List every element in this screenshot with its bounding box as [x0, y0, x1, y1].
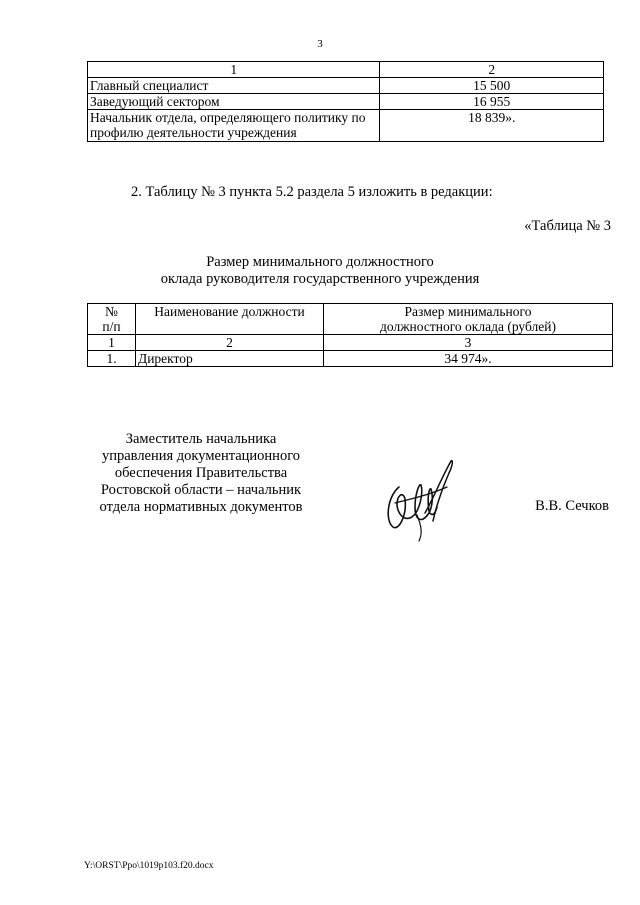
number-header-cell	[88, 304, 136, 335]
salary-table-continued	[87, 61, 604, 142]
table-row	[88, 94, 604, 110]
table-row	[88, 110, 604, 142]
column-numbers-row	[88, 335, 613, 351]
salary-cell: 15 500	[380, 78, 604, 94]
number-header-line: №	[105, 304, 118, 319]
table-header-row	[88, 62, 604, 78]
column-number-cell: 3	[324, 335, 613, 351]
table-caption: «Таблица № 3	[524, 218, 611, 234]
table-row	[88, 351, 613, 367]
table-title-line: оклада руководителя государственного учреждения	[160, 271, 480, 287]
salary-header-line: Размер минимального	[404, 304, 532, 319]
salary-header-line: должностного оклада (рублей)	[380, 319, 556, 334]
file-path-footer: Y:\ORST\Ppo\1019p103.f20.docx	[84, 861, 214, 871]
position-cell: Главный специалист	[88, 78, 380, 94]
page-number: 3	[317, 38, 323, 50]
column-number-cell: 2	[136, 335, 324, 351]
salary-cell: 18 839».	[380, 110, 604, 142]
salary-header-cell	[324, 304, 613, 335]
column-number-cell: 1	[88, 335, 136, 351]
table-header-row	[88, 304, 613, 335]
name-header-cell: Наименование должности	[136, 304, 324, 335]
table-row	[88, 78, 604, 94]
signer-title-line: Заместитель начальника	[125, 431, 277, 447]
position-cell: Директор	[136, 351, 324, 367]
column-number-cell: 2	[380, 62, 604, 78]
signer-title-line: обеспечения Правительства	[114, 465, 288, 481]
signature-icon	[377, 455, 467, 545]
item-paragraph: 2. Таблицу № 3 пункта 5.2 раздела 5 изложить в редакции:	[131, 184, 493, 200]
signer-name: В.В. Сечков	[535, 498, 609, 514]
signer-title-line: отдела нормативных документов	[99, 499, 303, 515]
number-header-line: п/п	[102, 319, 121, 334]
signer-title	[84, 431, 318, 516]
salary-cell: 16 955	[380, 94, 604, 110]
table-title-line: Размер минимального должностного	[206, 254, 434, 270]
number-cell: 1.	[88, 351, 136, 367]
signer-title-line: управления документационного	[101, 448, 301, 464]
column-number-cell: 1	[88, 62, 380, 78]
signer-title-line: Ростовской области – начальник	[100, 482, 302, 498]
salary-cell: 34 974».	[324, 351, 613, 367]
position-cell: Заведующий сектором	[88, 94, 380, 110]
position-cell: Начальник отдела, определяющего политику по профилю деятельности учреждения	[88, 110, 380, 142]
table-title	[0, 254, 640, 288]
director-salary-table	[87, 303, 613, 367]
